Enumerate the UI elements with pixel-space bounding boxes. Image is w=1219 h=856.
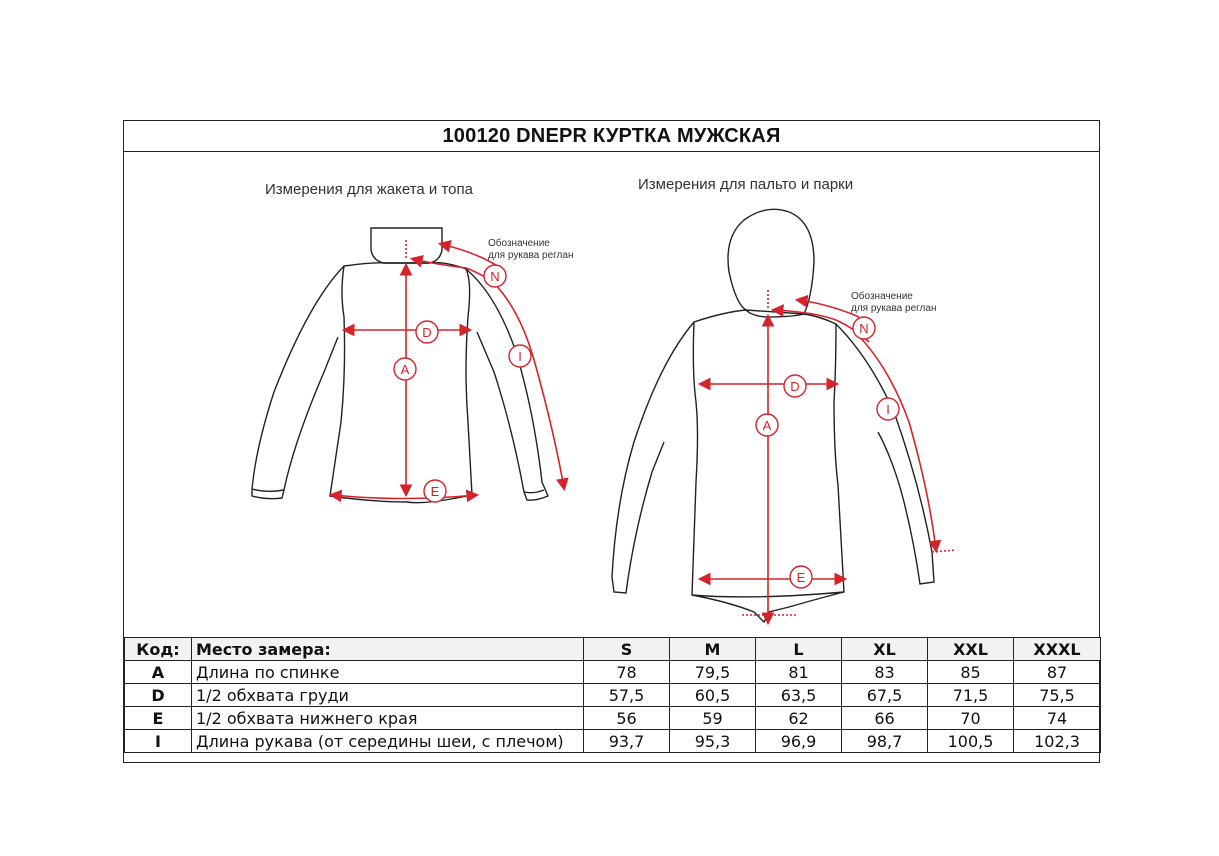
row-value: 100,5	[928, 730, 1014, 753]
row-value: 63,5	[756, 684, 842, 707]
marker-i-coat: I	[886, 402, 890, 417]
header-size-l: L	[756, 638, 842, 661]
table-row	[125, 707, 1101, 730]
marker-i-jacket: I	[518, 349, 522, 364]
row-value: 60,5	[670, 684, 756, 707]
table-row	[125, 730, 1101, 753]
row-value: 98,7	[842, 730, 928, 753]
marker-a-coat: A	[762, 418, 772, 433]
header-code: Код:	[125, 638, 192, 661]
row-code: D	[125, 684, 192, 707]
size-table-header	[125, 638, 1101, 661]
row-value: 102,3	[1014, 730, 1101, 753]
row-place: Длина рукава (от середины шеи, с плечом)	[192, 730, 584, 753]
marker-a-jacket: A	[400, 362, 410, 377]
row-code: A	[125, 661, 192, 684]
row-value: 78	[584, 661, 670, 684]
measurement-drawings	[124, 152, 1101, 637]
row-value: 93,7	[584, 730, 670, 753]
row-value: 67,5	[842, 684, 928, 707]
marker-n-jacket: N	[490, 269, 500, 284]
row-value: 95,3	[670, 730, 756, 753]
marker-d-coat: D	[790, 379, 800, 394]
marker-e-jacket: E	[430, 484, 440, 499]
marker-d-jacket: D	[422, 325, 432, 340]
jacket-markers	[394, 265, 531, 502]
row-value: 81	[756, 661, 842, 684]
row-value: 71,5	[928, 684, 1014, 707]
row-value: 70	[928, 707, 1014, 730]
marker-n-coat: N	[859, 321, 869, 336]
page-title: 100120 DNEPR КУРТКА МУЖСКАЯ	[124, 121, 1099, 152]
header-size-xl: XL	[842, 638, 928, 661]
row-value: 66	[842, 707, 928, 730]
coat-caption: Измерения для пальто и парки	[638, 176, 854, 193]
row-value: 74	[1014, 707, 1101, 730]
jacket-raglan-note-1: Обозначение	[488, 238, 550, 249]
header-size-s: S	[584, 638, 670, 661]
table-row	[125, 661, 1101, 684]
row-place: 1/2 обхвата нижнего края	[192, 707, 584, 730]
row-value: 83	[842, 661, 928, 684]
row-value: 59	[670, 707, 756, 730]
jacket-measurements	[332, 240, 564, 499]
row-value: 57,5	[584, 684, 670, 707]
row-value: 85	[928, 661, 1014, 684]
row-value: 56	[584, 707, 670, 730]
row-value: 62	[756, 707, 842, 730]
row-value: 75,5	[1014, 684, 1101, 707]
header-size-m: M	[670, 638, 756, 661]
header-size-xxl: XXL	[928, 638, 1014, 661]
header-place: Место замера:	[192, 638, 584, 661]
coat-raglan-note-1: Обозначение	[851, 291, 913, 302]
header-size-xxxl: XXXL	[1014, 638, 1101, 661]
row-code: E	[125, 707, 192, 730]
size-table	[124, 637, 1101, 753]
jacket-raglan-note-2: для рукава реглан	[488, 250, 574, 261]
coat-markers	[756, 317, 899, 588]
row-value: 87	[1014, 661, 1101, 684]
size-chart-sheet	[123, 120, 1100, 763]
row-code: I	[125, 730, 192, 753]
marker-e-coat: E	[796, 570, 806, 585]
row-place: Длина по спинке	[192, 661, 584, 684]
coat-raglan-note-2: для рукава реглан	[851, 303, 937, 314]
row-place: 1/2 обхвата груди	[192, 684, 584, 707]
jacket-caption: Измерения для жакета и топа	[265, 181, 473, 198]
row-value: 96,9	[756, 730, 842, 753]
row-value: 79,5	[670, 661, 756, 684]
table-row	[125, 684, 1101, 707]
